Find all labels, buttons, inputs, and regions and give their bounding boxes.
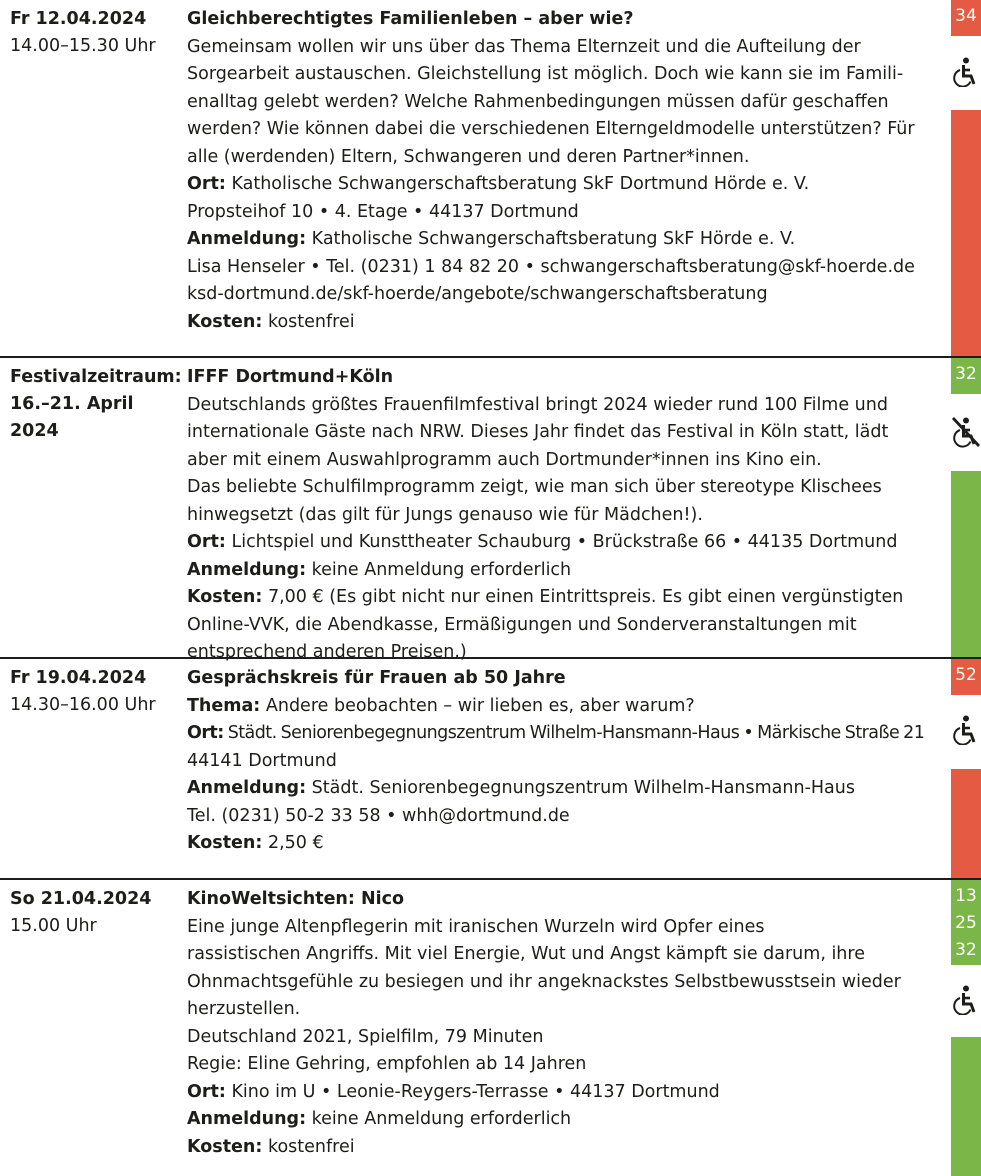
description-line: alle (werdenden) Eltern, Schwangeren und deren Partner*innen. (187, 146, 750, 167)
event-body (187, 364, 939, 667)
description-line: aber mit einem Auswahlprogramm auch Dortmunder*innen ins Kino ein. (187, 449, 822, 470)
category-number: 25 (955, 913, 977, 933)
event-title: Gleichberechtigtes Familienleben – aber wie? (187, 9, 634, 29)
wheelchair-accessible-icon (951, 985, 981, 1015)
category-sidebar (951, 358, 981, 657)
cost-value: 2,50 € (267, 833, 324, 853)
location-value: Kino im U • Leonie-Reygers-Terrasse • 44137 Dortmund (231, 1081, 720, 1102)
category-number: 32 (955, 364, 977, 384)
event-title: IFFF Dortmund+Köln (187, 367, 394, 387)
registration-value: keine Anmeldung erforderlich (311, 559, 572, 580)
wheelchair-accessible-icon (951, 57, 981, 87)
event-date: Fr 12.04.2024 (10, 9, 147, 29)
registration-label: Anmeldung: (187, 229, 307, 249)
cost-value: 7,00 € (Es gibt nicht nur einen Eintrittspreis. Es gibt einen vergünstigten (267, 587, 904, 607)
registration-line: Tel. (0231) 50-2 33 58 • whh@dortmund.de (187, 805, 570, 826)
location-label: Ort: (187, 532, 226, 552)
location-value: Katholische Schwangerschaftsberatung SkF Dortmund Hörde e. V. (231, 174, 810, 194)
event-body (187, 6, 939, 336)
registration-line (187, 557, 939, 585)
description-line: Das beliebte Schulfilmprogramm zeigt, wie man sich über stereotype Klischees (187, 477, 882, 497)
category-sidebar (951, 0, 981, 356)
event-time: 14.00–15.30 Uhr (10, 36, 156, 56)
description-line: werden? Wie können dabei die verschiedenen Elterngeldmodelle unterstützen? Für (187, 119, 915, 139)
event-date-column (10, 364, 182, 445)
event-entry (0, 880, 981, 1176)
location-line (187, 720, 939, 748)
description-line: Sorgearbeit austauschen. Gleichstellung ist möglich. Doch wie kann sie im Famili- (187, 64, 904, 84)
cost-label: Kosten: (187, 833, 263, 853)
event-date: Festivalzeitraum: (10, 367, 182, 387)
location-line (187, 529, 939, 557)
registration-line (187, 226, 939, 254)
category-sidebar (951, 659, 981, 878)
cost-line (187, 1134, 939, 1162)
registration-value: Katholische Schwangerschaftsberatung SkF Hörde e. V. (311, 229, 796, 249)
registration-value: Städt. Seniorenbegegnungszentrum Wilhelm-Hansmann-Haus (311, 778, 855, 798)
description-line: herzustellen. (187, 999, 301, 1019)
location-label: Ort: (187, 723, 224, 743)
topic-label: Thema: (187, 695, 261, 716)
cost-label: Kosten: (187, 1136, 263, 1157)
event-title: KinoWeltsichten: Nico (187, 889, 405, 909)
cost-line (187, 309, 939, 337)
category-number: 52 (955, 665, 977, 685)
cost-line (187, 584, 939, 612)
event-date: 16.–21. April (10, 394, 134, 414)
location-line: 44141 Dortmund (187, 750, 337, 771)
category-bar-bottom (951, 471, 981, 657)
event-date: 2024 (10, 421, 59, 441)
cost-label: Kosten: (187, 587, 263, 607)
wheelchair-accessible-icon (951, 715, 981, 745)
description-line: Eine junge Altenpflegerin mit iranischen Wurzeln wird Opfer eines (187, 916, 765, 937)
registration-line: ksd-dortmund.de/skf-hoerde/angebote/schwangerschaftsberatung (187, 284, 768, 304)
description-line: Ohnmachtsgefühle zu besiegen und ihr angeknackstes Selbstbewusstsein wieder (187, 971, 901, 992)
cost-value: kostenfrei (267, 1136, 355, 1157)
event-entry (0, 0, 981, 358)
category-number: 32 (955, 940, 977, 960)
event-time: 14.30–16.00 Uhr (10, 695, 156, 715)
event-title: Gesprächskreis für Frauen ab 50 Jahre (187, 668, 566, 688)
description-line: hinwegsetzt (das gilt für Jungs genauso wie für Mädchen!). (187, 504, 703, 525)
location-line (187, 171, 939, 199)
topic-line (187, 693, 939, 721)
event-body (187, 665, 939, 858)
event-date: Fr 19.04.2024 (10, 668, 147, 688)
registration-value: keine Anmeldung erforderlich (311, 1109, 572, 1129)
location-label: Ort: (187, 174, 226, 194)
registration-line: Lisa Henseler • Tel. (0231) 1 84 82 20 • schwangerschaftsberatung@skf-hoerde.de (187, 256, 915, 277)
registration-line (187, 1106, 939, 1134)
description-line: Gemeinsam wollen wir uns über das Thema Elternzeit und die Aufteilung der (187, 36, 861, 57)
description-line: enalltag gelebt werden? Welche Rahmenbedingungen müssen dafür geschaffen (187, 91, 889, 112)
registration-line (187, 775, 939, 803)
category-number: 34 (955, 6, 977, 26)
category-bar-bottom (951, 769, 981, 878)
description-line: Regie: Eline Gehring, empfohlen ab 14 Jahren (187, 1054, 587, 1074)
cost-line: entsprechend anderen Preisen.) (187, 642, 467, 662)
category-number: 13 (955, 886, 977, 906)
cost-line (187, 830, 939, 858)
cost-line: Online-VVK, die Abendkasse, Ermäßigungen und Sonderveranstaltungen mit (187, 614, 857, 635)
event-date: So 21.04.2024 (10, 889, 152, 909)
registration-label: Anmeldung: (187, 1109, 307, 1129)
category-sidebar (951, 880, 981, 1176)
registration-label: Anmeldung: (187, 559, 307, 580)
category-bar-bottom (951, 110, 981, 356)
description-line: Deutschlands größtes Frauenfilmfestival bringt 2024 wieder rund 100 Filme und (187, 394, 888, 415)
description-line: Deutschland 2021, Spielfilm, 79 Minuten (187, 1026, 544, 1047)
location-label: Ort: (187, 1081, 226, 1102)
event-entry (0, 358, 981, 662)
not-wheelchair-accessible-icon (951, 416, 981, 448)
event-date-column (10, 665, 182, 719)
location-value: Städt. Seniorenbegegnungszentrum Wilhelm-Hansmann-Haus • Märkische Straße 21 (227, 723, 925, 743)
description-line: rassistischen Angriffs. Mit viel Energie, Wut und Angst kämpft sie darum, ihre (187, 944, 865, 964)
event-date-column (10, 886, 182, 940)
cost-label: Kosten: (187, 311, 263, 332)
description-line: internationale Gäste nach NRW. Dieses Jahr findet das Festival in Köln statt, lädt (187, 422, 889, 442)
event-entry (0, 659, 981, 880)
cost-value: kostenfrei (267, 311, 355, 332)
location-value: Lichtspiel und Kunsttheater Schauburg • Brückstraße 66 • 44135 Dortmund (231, 532, 898, 552)
registration-label: Anmeldung: (187, 778, 307, 798)
topic-value: Andere beobachten – wir lieben es, aber warum? (265, 695, 695, 716)
location-line (187, 1079, 939, 1107)
event-date-column (10, 6, 182, 60)
event-body (187, 886, 939, 1161)
location-line: Propsteihof 10 • 4. Etage • 44137 Dortmund (187, 201, 579, 222)
event-time: 15.00 Uhr (10, 916, 97, 936)
category-bar-bottom (951, 1037, 981, 1176)
